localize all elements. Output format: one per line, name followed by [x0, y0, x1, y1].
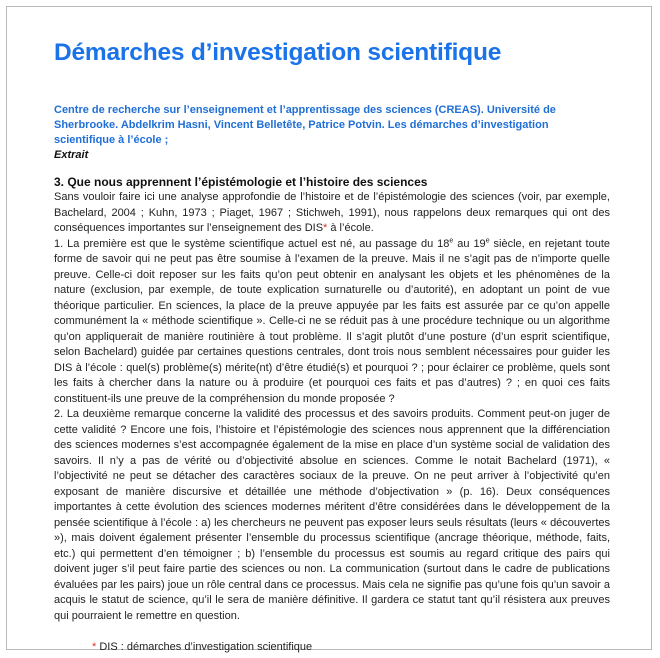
superscript-e: e	[485, 236, 490, 244]
footnote	[92, 640, 610, 655]
footnote-asterisk: *	[323, 222, 328, 234]
intro-text-end: à l’école.	[327, 222, 374, 234]
section-heading: 3. Que nous apprennent l’épistémologie et l’histoire des sciences	[54, 175, 428, 189]
page-title: Démarches d’investigation scientifique	[54, 39, 502, 66]
point1-text-c: siècle, en rejetant toute forme de savoir qui ne peut pas être soumise à l’examen de la preuve. Mais il ne s’agit pas de n’importe quelle preuve. Celle-ci doit reposer sur les faits qu’on peut obtenir en analysant les objets et les phénomènes de la nature (exclusion, par exemple, de toute explication surnaturelle ou d’autorité), en adoptant un point de vue théorique particulier. En sciences, la place de la preuve appuyée par les faits est assurée par ce qu’on appelle communément la « méthode scientifique ». Celle-ci ne se réduit pas à une procédure technique ou un algorithme qu’on appliquerait de manière routinière à tout problème. Il s’agit plutôt d’une posture (d’un esprit scientifique, selon Bachelard) guidée par certaines questions centrales, dont trois nous semblent nécessaires pour guider les DIS à l’école : quel(s) problème(s) mérite(nt) d’être étudié(s) et pourquoi ? ; pour éclairer ce problème, quels sont les faits à chercher dans la nature ou à produire (et pourquoi ces faits et pas d’autres) ? ; en quoi ces faits constituent-ils une preuve de la compréhension du monde proposée ?	[54, 237, 610, 405]
paragraph-point-2: 2. La deuxième remarque concerne la validité des processus et des savoirs produits. Comment peut-on juger de cette validité ? Encore une fois, l’histoire et l’épistémologie des sciences nous apprennent que la différenciation des sciences modernes s’est accompagnée également de la mise en place d’un système social de validation des savoirs. Il n’y a pas de vérité ou d’objectivité absolue en sciences. Comme le notait Bachelard (1971), « l’objectivité ne peut se détacher des caractères sociaux de la preuve. On ne peut arriver à l’objectivité qu’en exposant de manière discursive et détaillée une méthode d’objectivation » (p. 16). Deux conséquences importantes à cette évolution des sciences modernes méritent d’être considérées dans le développement de la pensée scientifique à l’école : a) les chercheurs ne peuvent pas exposer leurs seuls résultats (leurs « découvertes »), mais doivent également présenter l’ensemble du processus scientifique (ancrage théorique, méthode, faits, etc.) qui permettent d’en témoigner ; b) l’ensemble du processus est soumis au regard critique des pairs qui doivent juger s’il peut faire partie des sciences ou non. La communication (surtout dans le cadre de publications évaluées par les pairs) joue un rôle central dans ce processus. Mais cela ne signifie pas qu’une fois qu’un savoir a acquis le statut de science, qu’il le sera de manière définitive. Il gardera ce statut tant qu’il résistera aux preuves qui pourraient le remettre en question.	[54, 408, 610, 622]
intro-paragraph	[54, 190, 610, 237]
paragraph-point-1	[54, 237, 610, 408]
document-content	[54, 39, 610, 655]
footnote-text: DIS : démarches d’investigation scientifique	[96, 641, 313, 653]
intro-text: Sans vouloir faire ici une analyse approfondie de l’histoire et de l’épistémologie des sciences (voir, par exemple, Bachelard, 2004 ; Kuhn, 1973 ; Piaget, 1967 ; Stichweh, 1991), nous rappelons deux remarques qui ont des conséquences importantes sur l’enseignement des DIS	[54, 191, 610, 234]
footnote-marker: *	[92, 641, 97, 653]
source-citation	[54, 103, 610, 163]
document-page	[6, 6, 652, 653]
point1-text-b: au 19	[453, 237, 486, 250]
superscript-e: e	[449, 236, 454, 244]
extract-label: Extrait	[54, 149, 89, 161]
source-text: Centre de recherche sur l’enseignement et l’apprentissage des sciences (CREAS). Université de Sherbrooke. Abdelkrim Hasni, Vincent Belletête, Patrice Potvin. Les démarches d’investigation scientifique à l’école ;	[54, 104, 556, 146]
point1-text-a: 1. La première est que le système scientifique actuel est né, au passage du 18	[54, 237, 450, 250]
